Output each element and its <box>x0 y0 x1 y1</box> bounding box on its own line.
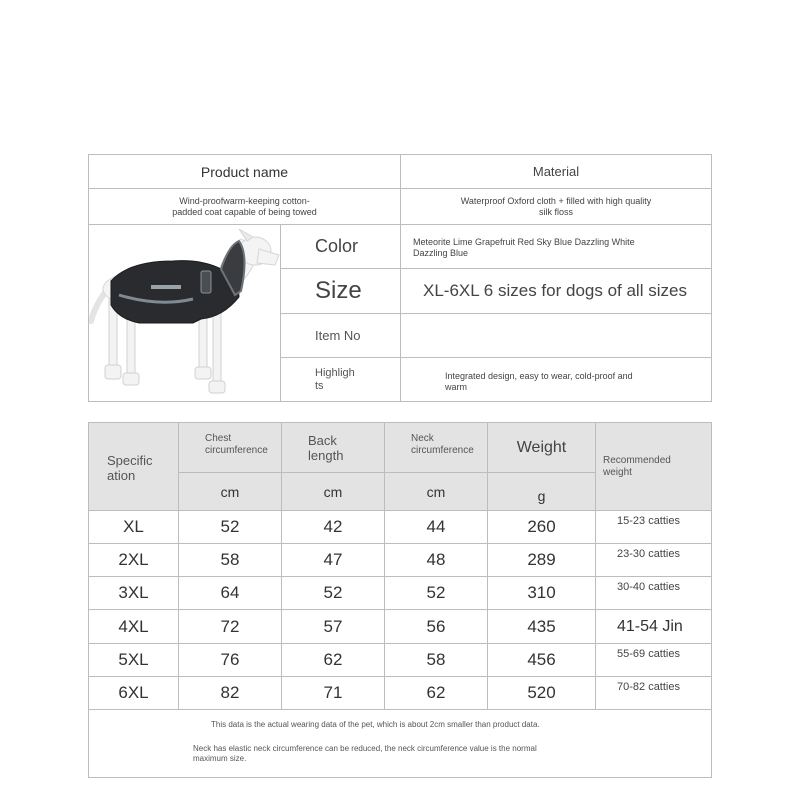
item-no-label-cell <box>280 313 401 358</box>
size-chart-table <box>88 422 712 778</box>
note-line3: maximum size. <box>193 754 247 763</box>
back-header-line2: length <box>308 448 344 463</box>
weight-text: 435 <box>527 616 556 636</box>
weight-text: 520 <box>527 683 556 702</box>
back-text: 52 <box>323 583 343 602</box>
weight-header-label: Weight <box>516 438 567 456</box>
neck-text: 56 <box>426 616 446 636</box>
neck-text: 48 <box>426 550 446 569</box>
neck-text: 62 <box>426 683 446 702</box>
chest-unit-label: cm <box>220 483 240 500</box>
back-cell <box>281 643 385 677</box>
size-cell <box>88 676 179 710</box>
neck-unit <box>384 472 488 511</box>
material-value <box>400 188 712 225</box>
back-cell <box>281 543 385 577</box>
size-cell <box>88 543 179 577</box>
neck-cell <box>384 676 488 710</box>
weight-cell <box>487 676 596 710</box>
chest-text: 82 <box>220 683 240 702</box>
size-cell <box>88 510 179 544</box>
size-value: XL-6XL 6 sizes for dogs of all sizes <box>423 281 687 300</box>
dog-coat-image <box>89 225 280 401</box>
recommended-header-line2: weight <box>603 467 632 478</box>
product-name-value-line2: padded coat capable of being towed <box>172 206 317 217</box>
neck-cell <box>384 510 488 544</box>
chest-cell <box>178 510 282 544</box>
color-value-cell <box>400 224 712 269</box>
color-value-line2: Dazzling Blue <box>413 248 469 258</box>
material-label: Material <box>532 164 580 179</box>
specification-header <box>88 422 179 511</box>
size-cell <box>88 609 179 644</box>
weight-unit <box>487 472 596 511</box>
highlights-value-line1: Integrated design, easy to wear, cold-proof and <box>445 371 633 381</box>
material-value-line2: silk floss <box>538 206 573 217</box>
chest-cell <box>178 609 282 644</box>
chest-cell <box>178 643 282 677</box>
size-chart-notes <box>88 709 712 778</box>
color-label-cell <box>280 224 401 269</box>
coat-shape <box>111 261 239 323</box>
recommended-weight-header <box>595 422 712 511</box>
chest-text: 72 <box>220 616 240 636</box>
color-label: Color <box>315 236 359 256</box>
weight-cell <box>487 576 596 610</box>
neck-cell <box>384 576 488 610</box>
size-cell <box>88 576 179 610</box>
size-label: Size <box>315 277 362 304</box>
recommended-text: 15-23 catties <box>617 515 680 527</box>
recommended-text: 41-54 Jin <box>617 617 683 635</box>
neck-header-line1: Neck <box>411 433 434 444</box>
weight-cell <box>487 510 596 544</box>
neck-cell <box>384 543 488 577</box>
highlights-label-line2: ts <box>315 379 324 392</box>
recommended-header-line1: Recommended <box>603 455 671 466</box>
neck-text: 52 <box>426 583 446 602</box>
size-text: 4XL <box>118 616 149 636</box>
chest-text: 52 <box>220 517 240 536</box>
neck-header <box>384 422 488 473</box>
weight-text: 310 <box>527 583 556 602</box>
chest-text: 58 <box>220 550 240 569</box>
recommended-text: 70-82 catties <box>617 681 680 693</box>
size-text: 6XL <box>118 683 149 702</box>
recommended-cell <box>595 609 712 644</box>
back-unit <box>281 472 385 511</box>
back-unit-label: cm <box>323 483 343 500</box>
item-no-label: Item No <box>315 328 361 343</box>
note-line1: This data is the actual wearing data of the pet, which is about 2cm smaller than product data. <box>211 720 540 729</box>
color-value-line1: Meteorite Lime Grapefruit Red Sky Blue Dazzling White <box>413 237 635 247</box>
note-line2: Neck has elastic neck circumference can be reduced, the neck circumference value is the normal <box>193 744 537 753</box>
material-header <box>400 154 712 189</box>
highlights-value-line2: warm <box>445 382 467 392</box>
back-cell <box>281 676 385 710</box>
recommended-cell <box>595 643 712 677</box>
recommended-cell <box>595 676 712 710</box>
chest-text: 76 <box>220 650 240 669</box>
specification-header-line2: ation <box>107 468 136 483</box>
chest-text: 64 <box>220 583 240 602</box>
chest-unit <box>178 472 282 511</box>
product-info-table <box>88 154 712 402</box>
chest-header <box>178 422 282 473</box>
back-text: 42 <box>323 517 343 536</box>
weight-text: 260 <box>527 517 556 536</box>
highlights-value-cell <box>400 357 712 402</box>
size-text: 5XL <box>118 650 149 669</box>
size-cell <box>88 643 179 677</box>
recommended-text: 23-30 catties <box>617 548 680 560</box>
back-text: 57 <box>323 616 343 636</box>
back-cell <box>281 576 385 610</box>
chest-header-line2: circumference <box>205 445 268 456</box>
chest-header-line1: Chest <box>205 433 232 444</box>
weight-cell <box>487 643 596 677</box>
recommended-text: 55-69 catties <box>617 648 680 660</box>
product-name-header <box>88 154 401 189</box>
product-name-value <box>88 188 401 225</box>
highlights-label-line1: Highligh <box>315 366 355 379</box>
back-cell <box>281 609 385 644</box>
neck-unit-label: cm <box>426 483 446 500</box>
recommended-cell <box>595 543 712 577</box>
size-label-cell <box>280 268 401 314</box>
back-cell <box>281 510 385 544</box>
size-text: XL <box>123 517 144 536</box>
highlights-label-cell <box>280 357 401 402</box>
material-value-line1: Waterproof Oxford cloth + filled with high quality <box>460 195 652 206</box>
size-value-cell <box>400 268 712 314</box>
item-no-value-cell <box>400 313 712 358</box>
weight-text: 289 <box>527 550 556 569</box>
back-text: 47 <box>323 550 343 569</box>
weight-text: 456 <box>527 650 556 669</box>
recommended-text: 30-40 catties <box>617 581 680 593</box>
neck-text: 44 <box>426 517 446 536</box>
neck-cell <box>384 609 488 644</box>
weight-cell <box>487 609 596 644</box>
weight-header <box>487 422 596 473</box>
weight-unit-label: g <box>537 487 546 504</box>
back-header <box>281 422 385 473</box>
product-name-value-line1: Wind-proofwarm-keeping cotton- <box>179 195 310 206</box>
weight-cell <box>487 543 596 577</box>
size-text: 2XL <box>118 550 149 569</box>
back-text: 62 <box>323 650 343 669</box>
product-image-cell <box>88 224 281 402</box>
neck-text: 58 <box>426 650 446 669</box>
specification-header-line1: Specific <box>107 453 153 468</box>
product-name-label: Product name <box>200 163 289 180</box>
recommended-cell <box>595 510 712 544</box>
back-header-line1: Back <box>308 433 337 448</box>
chest-cell <box>178 676 282 710</box>
back-text: 71 <box>323 683 343 702</box>
chest-cell <box>178 576 282 610</box>
neck-cell <box>384 643 488 677</box>
chest-cell <box>178 543 282 577</box>
recommended-cell <box>595 576 712 610</box>
size-text: 3XL <box>118 583 149 602</box>
neck-header-line2: circumference <box>411 445 474 456</box>
